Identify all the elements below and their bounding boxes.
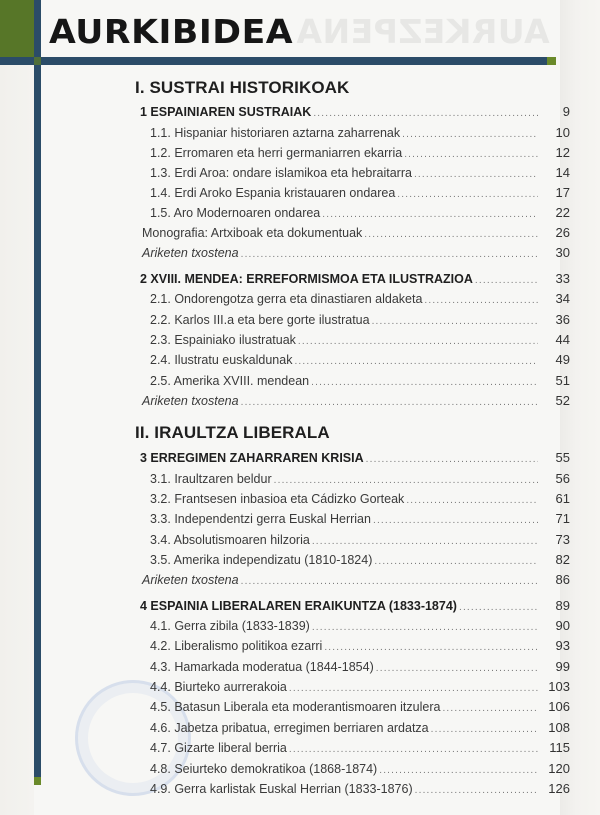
item-label: 2.4. Ilustratu euskaldunak	[150, 353, 293, 367]
item-label: 4.5. Batasun Liberala eta moderantismoaren itzulera	[150, 700, 441, 714]
page-number: 55	[555, 450, 570, 465]
dot-leader	[241, 576, 538, 590]
toc-chapter-row[interactable]	[0, 598, 600, 618]
page-number: 86	[555, 572, 570, 587]
part-heading: I. SUSTRAI HISTORIKOAK	[135, 78, 350, 97]
page-number: 36	[555, 312, 570, 327]
exercises-label: Ariketen txostena	[142, 573, 239, 587]
dot-leader	[402, 129, 538, 143]
page-number: 30	[555, 245, 570, 260]
item-label: 4.4. Biurteko aurrerakoia	[150, 680, 287, 694]
item-label: 2.3. Espainiako ilustratuak	[150, 333, 296, 347]
toc-item-row[interactable]	[0, 312, 600, 332]
dot-leader	[294, 356, 538, 370]
dot-leader	[415, 785, 538, 799]
item-label: 4.3. Hamarkada moderatua (1844-1854)	[150, 660, 374, 674]
page-number: 103	[548, 679, 570, 694]
page-number: 73	[555, 532, 570, 547]
page-number: 90	[555, 618, 570, 633]
dot-leader	[366, 454, 538, 468]
page-number: 34	[555, 291, 570, 306]
page-number: 93	[555, 638, 570, 653]
page-number: 126	[548, 781, 570, 796]
page-title: AURKIBIDEA	[49, 12, 294, 51]
page-number: 106	[548, 699, 570, 714]
dot-leader	[324, 642, 538, 656]
chapter-title: 3 ERREGIMEN ZAHARRAREN KRISIA	[140, 451, 364, 465]
page-number: 120	[548, 761, 570, 776]
item-label: 4.2. Liberalismo politikoa ezarri	[150, 639, 323, 653]
page-number: 82	[555, 552, 570, 567]
item-label: 4.9. Gerra karlistak Euskal Herrian (1833-1876)	[150, 782, 413, 796]
item-label: 1.1. Hispaniar historiaren aztarna zaharrenak	[150, 126, 401, 140]
exercises-label: Ariketen txostena	[142, 246, 239, 260]
dot-leader	[322, 209, 538, 223]
toc-chapter-row[interactable]	[0, 271, 600, 291]
dot-leader	[475, 275, 538, 289]
dot-leader	[459, 602, 538, 616]
item-label: 1.3. Erdi Aroa: ondare islamikoa eta hebraitarra	[150, 166, 412, 180]
toc-item-row[interactable]	[0, 185, 600, 205]
chapter-title: 2 XVIII. MENDEA: ERREFORMISMOA ETA ILUSTRAZIOA	[140, 272, 473, 286]
exercises-label: Ariketen txostena	[142, 394, 239, 408]
toc-item-row[interactable]	[0, 205, 600, 225]
dot-leader	[372, 316, 538, 330]
dot-leader	[374, 556, 538, 570]
toc-item-row[interactable]	[0, 125, 600, 145]
page-number: 108	[548, 720, 570, 735]
dot-leader	[274, 475, 538, 489]
toc-item-row[interactable]	[0, 699, 600, 719]
item-label: 3.2. Frantsesen inbasioa eta Cádizko Gorteak	[150, 492, 405, 506]
page-number: 61	[555, 491, 570, 506]
dot-leader	[414, 169, 538, 183]
dot-leader	[431, 724, 538, 738]
toc-item-row[interactable]	[0, 618, 600, 638]
chapter-title: 4 ESPAINIA LIBERALAREN ERAIKUNTZA (1833-1874)	[140, 599, 457, 613]
item-label: 1.4. Erdi Aroko Espania kristauaren ondarea	[150, 186, 396, 200]
item-label: 3.3. Independentzi gerra Euskal Herrian	[150, 512, 371, 526]
toc-monograph-row[interactable]	[0, 225, 600, 245]
toc-item-row[interactable]	[0, 638, 600, 658]
page-number: 10	[555, 125, 570, 140]
page-number: 44	[555, 332, 570, 347]
dot-leader	[373, 515, 538, 529]
dot-leader	[289, 683, 538, 697]
page-number: 99	[555, 659, 570, 674]
toc-item-row[interactable]	[0, 532, 600, 552]
item-label: 4.6. Jabetza pribatua, erregimen berriaren ardatza	[150, 721, 429, 735]
dot-leader	[404, 149, 538, 163]
page-number: 52	[555, 393, 570, 408]
item-label: 2.1. Ondorengotza gerra eta dinastiaren aldaketa	[150, 292, 423, 306]
toc-item-row[interactable]	[0, 165, 600, 185]
item-label: 4.7. Gizarte liberal berria	[150, 741, 287, 755]
page-number: 49	[555, 352, 570, 367]
page-number: 56	[555, 471, 570, 486]
toc-exercises-row[interactable]	[0, 572, 600, 592]
dot-leader	[379, 765, 538, 779]
page-number: 115	[549, 740, 570, 755]
page-number: 33	[555, 271, 570, 286]
toc-item-row[interactable]	[0, 781, 600, 801]
part-heading: II. IRAULTZA LIBERALA	[135, 423, 330, 442]
toc-item-row[interactable]	[0, 761, 600, 781]
dot-leader	[424, 295, 538, 309]
dot-leader	[364, 229, 538, 243]
toc-item-row[interactable]	[0, 471, 600, 491]
page-number: 89	[555, 598, 570, 613]
dot-leader	[397, 189, 538, 203]
page-number: 51	[555, 373, 570, 388]
bleedthrough-title: AURKEZPENA	[296, 12, 550, 51]
item-label: 3.1. Iraultzaren beldur	[150, 472, 272, 486]
dot-leader	[312, 622, 538, 636]
toc-item-row[interactable]	[0, 679, 600, 699]
page-number: 9	[562, 104, 570, 119]
dot-leader	[406, 495, 538, 509]
toc-item-row[interactable]	[0, 491, 600, 511]
toc-exercises-row[interactable]	[0, 245, 600, 265]
page-number: 17	[555, 185, 570, 200]
dot-leader	[311, 377, 538, 391]
toc-item-row[interactable]	[0, 145, 600, 165]
item-label: 4.8. Seiurteko demokratikoa (1868-1874)	[150, 762, 378, 776]
toc-item-row[interactable]	[0, 659, 600, 679]
dot-leader	[312, 536, 538, 550]
item-label: 3.5. Amerika independizatu (1810-1824)	[150, 553, 373, 567]
dot-leader	[289, 744, 538, 758]
toc-chapter-row[interactable]	[0, 104, 600, 124]
dot-leader	[298, 336, 538, 350]
toc-chapter-row[interactable]	[0, 450, 600, 470]
chapter-title: 1 ESPAINIAREN SUSTRAIAK	[140, 105, 312, 119]
item-label: 4.1. Gerra zibila (1833-1839)	[150, 619, 310, 633]
toc-item-row[interactable]	[0, 740, 600, 760]
toc-item-row[interactable]	[0, 352, 600, 372]
toc-exercises-row[interactable]	[0, 393, 600, 413]
item-label: 3.4. Absolutismoaren hilzoria	[150, 533, 310, 547]
monograph-label: Monografia: Artxiboak eta dokumentuak	[142, 226, 363, 240]
dot-leader	[241, 397, 538, 411]
toc-item-row[interactable]	[0, 720, 600, 740]
dot-leader	[313, 108, 538, 122]
toc-item-row[interactable]	[0, 332, 600, 352]
dot-leader	[241, 249, 538, 263]
toc-item-row[interactable]	[0, 552, 600, 572]
toc-item-row[interactable]	[0, 511, 600, 531]
page-number: 22	[555, 205, 570, 220]
page-number: 26	[555, 225, 570, 240]
page-number: 71	[555, 511, 570, 526]
page-number: 14	[555, 165, 570, 180]
item-label: 1.5. Aro Modernoaren ondarea	[150, 206, 321, 220]
dot-leader	[376, 663, 538, 677]
page-number: 12	[555, 145, 570, 160]
dot-leader	[442, 703, 538, 717]
toc-item-row[interactable]	[0, 373, 600, 393]
item-label: 1.2. Erromaren eta herri germaniarren ekarria	[150, 146, 403, 160]
item-label: 2.2. Karlos III.a eta bere gorte ilustratua	[150, 313, 370, 327]
toc-item-row[interactable]	[0, 291, 600, 311]
item-label: 2.5. Amerika XVIII. mendean	[150, 374, 310, 388]
